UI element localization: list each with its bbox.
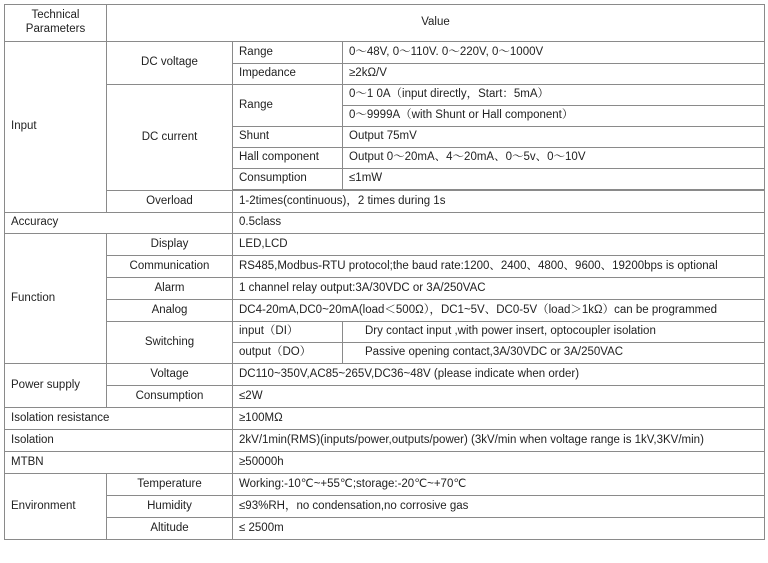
table-row <box>5 430 765 452</box>
power-consumption-label: Consumption <box>107 386 233 408</box>
temperature-value: Working:-10℃~+55℃;storage:-20℃~+70℃ <box>233 474 765 496</box>
table-row <box>5 474 765 496</box>
table-row <box>5 234 765 256</box>
analog-label: Analog <box>107 300 233 322</box>
impedance-value: ≥2kΩ/V <box>343 64 765 85</box>
param-header: Technical Parameters <box>5 5 107 42</box>
accuracy-label: Accuracy <box>5 213 233 234</box>
overload-label: Overload <box>107 191 233 213</box>
overload-value: 1-2times(continuous)，2 times during 1s <box>233 191 765 213</box>
dc-voltage-range-label: Range <box>233 42 343 64</box>
hall-component-value: Output 0～20mA、4～20mA、0～5v、0～10V <box>343 148 765 169</box>
dc-current-label: DC current <box>107 85 233 191</box>
dc-voltage-range-value: 0～48V, 0～110V. 0～220V, 0～1000V <box>343 42 765 64</box>
table-row <box>5 191 765 213</box>
table-row <box>5 256 765 278</box>
impedance-label: Impedance <box>233 64 343 85</box>
dc-current-range-value-1: 0～1 0A（input directly，Start：5mA） <box>343 85 765 106</box>
dc-voltage-label: DC voltage <box>107 42 233 85</box>
function-label: Function <box>5 234 107 364</box>
table-row <box>5 322 765 343</box>
environment-label: Environment <box>5 474 107 540</box>
power-supply-label: Power supply <box>5 364 107 408</box>
isolation-value: 2kV/1min(RMS)(inputs/power,outputs/power) (3kV/min when voltage range is 1kV,3KV/min) <box>233 430 765 452</box>
accuracy-value: 0.5class <box>233 213 765 234</box>
table-row <box>5 85 765 106</box>
isolation-label: Isolation <box>5 430 233 452</box>
humidity-value: ≤93%RH，no condensation,no corrosive gas <box>233 496 765 518</box>
input-di-label: input（DI） <box>233 322 343 343</box>
table-row <box>5 42 765 64</box>
mtbn-value: ≥50000h <box>233 452 765 474</box>
hall-component-label: Hall component <box>233 148 343 169</box>
dc-current-consumption-value: ≤1mW <box>343 169 765 190</box>
communication-value: RS485,Modbus-RTU protocol;the baud rate:1200、2400、4800、9600、19200bps is optional <box>233 256 765 278</box>
voltage-label: Voltage <box>107 364 233 386</box>
dc-current-consumption-label: Consumption <box>233 169 343 190</box>
table-row <box>5 364 765 386</box>
table-row <box>5 496 765 518</box>
spec-table <box>4 4 765 540</box>
table-row <box>5 518 765 540</box>
value-header: Value <box>107 5 765 42</box>
table-row <box>5 408 765 430</box>
altitude-label: Altitude <box>107 518 233 540</box>
alarm-value: 1 channel relay output:3A/30VDC or 3A/250VAC <box>233 278 765 300</box>
communication-label: Communication <box>107 256 233 278</box>
input-label: Input <box>5 42 107 213</box>
header-row <box>5 5 765 42</box>
shunt-value: Output 75mV <box>343 127 765 148</box>
dc-current-range-value-2: 0～9999A（with Shunt or Hall component） <box>343 106 765 127</box>
input-di-value: Dry contact input ,with power insert, optocoupler isolation <box>343 322 765 343</box>
altitude-value: ≤ 2500m <box>233 518 765 540</box>
analog-value: DC4-20mA,DC0~20mA(load＜500Ω），DC1~5V、DC0-5V（load＞1kΩ）can be programmed <box>233 300 765 322</box>
table-row <box>5 278 765 300</box>
mtbn-label: MTBN <box>5 452 233 474</box>
switching-label: Switching <box>107 322 233 364</box>
power-consumption-value: ≤2W <box>233 386 765 408</box>
voltage-value: DC110~350V,AC85~265V,DC36~48V (please indicate when order) <box>233 364 765 386</box>
table-row <box>5 300 765 322</box>
alarm-label: Alarm <box>107 278 233 300</box>
display-value: LED,LCD <box>233 234 765 256</box>
output-do-label: output（DO） <box>233 343 343 364</box>
display-label: Display <box>107 234 233 256</box>
isolation-resistance-label: Isolation resistance <box>5 408 233 430</box>
shunt-label: Shunt <box>233 127 343 148</box>
isolation-resistance-value: ≥100MΩ <box>233 408 765 430</box>
temperature-label: Temperature <box>107 474 233 496</box>
table-row <box>5 452 765 474</box>
output-do-value: Passive opening contact,3A/30VDC or 3A/250VAC <box>343 343 765 364</box>
dc-current-range-label: Range <box>233 85 343 127</box>
table-row <box>5 386 765 408</box>
table-row <box>5 213 765 234</box>
humidity-label: Humidity <box>107 496 233 518</box>
